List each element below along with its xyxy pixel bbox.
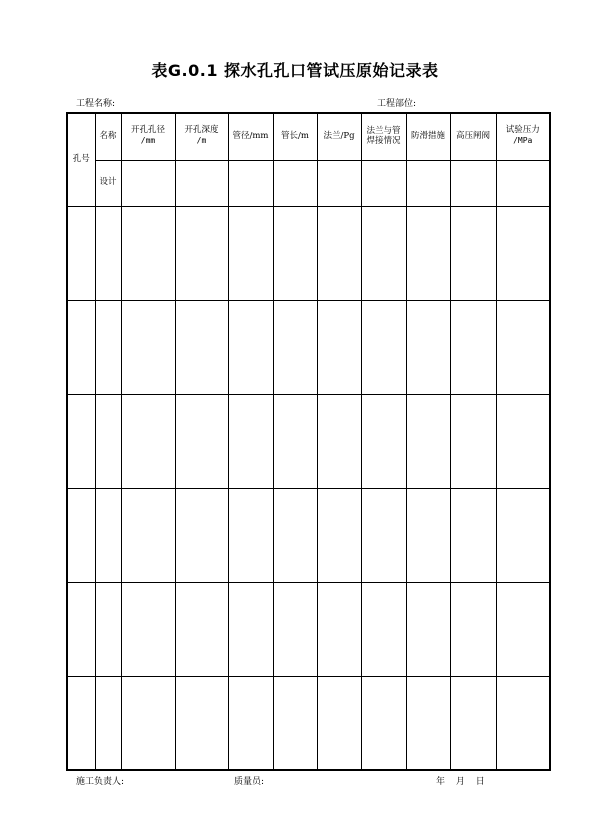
data-cell[interactable] [496,300,550,394]
name-label: 名称 [95,113,121,160]
data-cell[interactable] [95,394,121,488]
table-row [67,488,550,582]
data-cell[interactable] [67,582,95,676]
design-cell[interactable] [228,160,273,206]
data-cell[interactable] [175,676,228,770]
data-cell[interactable] [95,582,121,676]
data-cell[interactable] [175,300,228,394]
design-row [67,160,550,206]
data-cell[interactable] [67,676,95,770]
record-table [66,112,551,771]
data-cell[interactable] [273,488,317,582]
data-cell[interactable] [273,300,317,394]
data-cell[interactable] [121,676,175,770]
construction-lead-label: 施工负责人: [76,777,125,787]
row-header-hole-number: 孔号 [67,113,95,206]
data-cell[interactable] [496,206,550,300]
data-cell[interactable] [228,676,273,770]
project-part-label: 工程部位: [377,99,417,109]
data-cell[interactable] [450,488,496,582]
design-cell[interactable] [273,160,317,206]
col-pipe-length: 管长/m [273,113,317,160]
data-cell[interactable] [406,300,450,394]
data-cell[interactable] [450,394,496,488]
data-cell[interactable] [361,676,406,770]
data-cell[interactable] [406,394,450,488]
col-anti-slip: 防滑措施 [406,113,450,160]
data-cell[interactable] [317,582,361,676]
col-test-pressure: 试验压力 /MPa [496,113,550,160]
data-cell[interactable] [228,206,273,300]
table-row [67,394,550,488]
data-cell[interactable] [361,300,406,394]
table-row [67,582,550,676]
data-cell[interactable] [121,488,175,582]
data-cell[interactable] [450,300,496,394]
design-label: 设计 [95,160,121,206]
data-cell[interactable] [317,300,361,394]
data-cell[interactable] [67,488,95,582]
data-cell[interactable] [450,676,496,770]
design-cell[interactable] [450,160,496,206]
data-cell[interactable] [406,582,450,676]
data-cell[interactable] [95,676,121,770]
data-cell[interactable] [121,300,175,394]
data-cell[interactable] [273,394,317,488]
data-cell[interactable] [67,394,95,488]
data-cell[interactable] [175,582,228,676]
data-cell[interactable] [361,582,406,676]
data-cell[interactable] [496,394,550,488]
data-cell[interactable] [361,206,406,300]
data-cell[interactable] [406,206,450,300]
data-cell[interactable] [361,488,406,582]
data-cell[interactable] [228,488,273,582]
col-high-pressure-valve: 高压闸阀 [450,113,496,160]
design-cell[interactable] [361,160,406,206]
header-row [67,113,550,160]
data-cell[interactable] [273,676,317,770]
col-bore-diameter: 开孔孔径 /mm [121,113,175,160]
data-cell[interactable] [450,206,496,300]
data-cell[interactable] [406,488,450,582]
data-cell[interactable] [121,394,175,488]
data-cell[interactable] [121,206,175,300]
table-row [67,300,550,394]
data-cell[interactable] [95,206,121,300]
data-cell[interactable] [317,676,361,770]
data-cell[interactable] [450,582,496,676]
data-cell[interactable] [496,582,550,676]
col-bore-depth: 开孔深度 /m [175,113,228,160]
data-cell[interactable] [67,300,95,394]
data-cell[interactable] [175,394,228,488]
data-cell[interactable] [317,394,361,488]
project-name-label: 工程名称: [76,99,116,109]
data-cell[interactable] [273,206,317,300]
data-cell[interactable] [175,488,228,582]
data-cell[interactable] [67,206,95,300]
col-pipe-diameter: 管径/mm [228,113,273,160]
data-cell[interactable] [496,676,550,770]
table-row [67,676,550,770]
date-label: 年 月 日 [436,777,485,787]
data-cell[interactable] [95,300,121,394]
design-cell[interactable] [406,160,450,206]
page-title: 表G.0.1 探水孔孔口管试压原始记录表 [151,61,439,80]
col-flange-weld: 法兰与管 焊接情况 [361,113,406,160]
design-cell[interactable] [496,160,550,206]
design-cell[interactable] [317,160,361,206]
col-flange: 法兰/Pg [317,113,361,160]
data-cell[interactable] [361,394,406,488]
design-cell[interactable] [175,160,228,206]
data-cell[interactable] [95,488,121,582]
data-cell[interactable] [228,300,273,394]
data-cell[interactable] [496,488,550,582]
design-cell[interactable] [121,160,175,206]
data-cell[interactable] [228,394,273,488]
data-cell[interactable] [121,582,175,676]
data-cell[interactable] [317,206,361,300]
data-cell[interactable] [406,676,450,770]
data-cell[interactable] [175,206,228,300]
data-cell[interactable] [317,488,361,582]
table-row [67,206,550,300]
data-cell[interactable] [273,582,317,676]
data-cell[interactable] [228,582,273,676]
quality-inspector-label: 质量员: [234,777,265,787]
